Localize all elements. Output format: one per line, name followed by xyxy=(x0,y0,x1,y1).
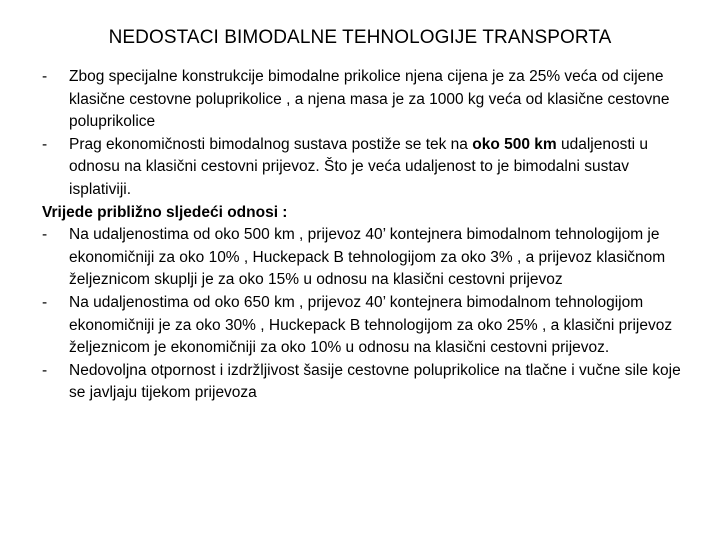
item-text: Na udaljenostima od oko 650 km , prijevoz 40’ kontejnera bimodalnom tehnologijom ekonomičniji je za oko 30% , Huckepack B tehnologijom za oko 25% , a klasični prijevoz željeznicom je ekonomičniji za oko 10% u odnosu na klasični cestovni prijevoz. xyxy=(69,293,673,357)
slide-content xyxy=(42,66,692,405)
slide-title: NEDOSTACI BIMODALNE TEHNOLOGIJE TRANSPORTA xyxy=(108,27,612,48)
item-text: Nedovoljna otpornost i izdržljivost šasije cestovne poluprikolice na tlačne i vučne sile koje se javljaju tijekom prijevoza xyxy=(69,361,681,402)
bullet-dash: - xyxy=(42,293,48,311)
item-text-before: Prag ekonomičnosti bimodalnog sustava postiže se tek na xyxy=(69,135,473,153)
list-item xyxy=(42,360,692,405)
list-item xyxy=(42,66,692,134)
bullet-dash: - xyxy=(42,361,48,379)
list-item xyxy=(42,224,692,292)
item-text-bold: oko 500 km xyxy=(472,135,557,153)
item-text: Zbog specijalne konstrukcije bimodalne prikolice njena cijena je za 25% veća od cijene klasične cestovne poluprikolice , a njena masa je za 1000 kg veća od klasične cestovne poluprikolice xyxy=(69,68,670,131)
subheading: Vrijede približno sljedeći odnosi : xyxy=(42,203,288,221)
item-text: Na udaljenostima od oko 500 km , prijevoz 40’ kontejnera bimodalnom tehnologijom je ekonomičniji za oko 10% , Huckepack B tehnologijom za oko 3% , a prijevoz klasičnom željeznicom skuplji je za oko 15% u odnosu na klasični cestovni prijevoz xyxy=(69,226,666,289)
bullet-dash: - xyxy=(42,68,48,85)
list-item xyxy=(42,134,692,202)
item-text-after: udaljenosti u odnosu na klasični cestovni prijevoz. Što je veća udaljenost to je bimodalni sustav isplativiji. xyxy=(69,135,649,198)
bullet-dash: - xyxy=(42,226,48,244)
bullet-dash: - xyxy=(42,135,48,153)
list-item xyxy=(42,292,692,360)
